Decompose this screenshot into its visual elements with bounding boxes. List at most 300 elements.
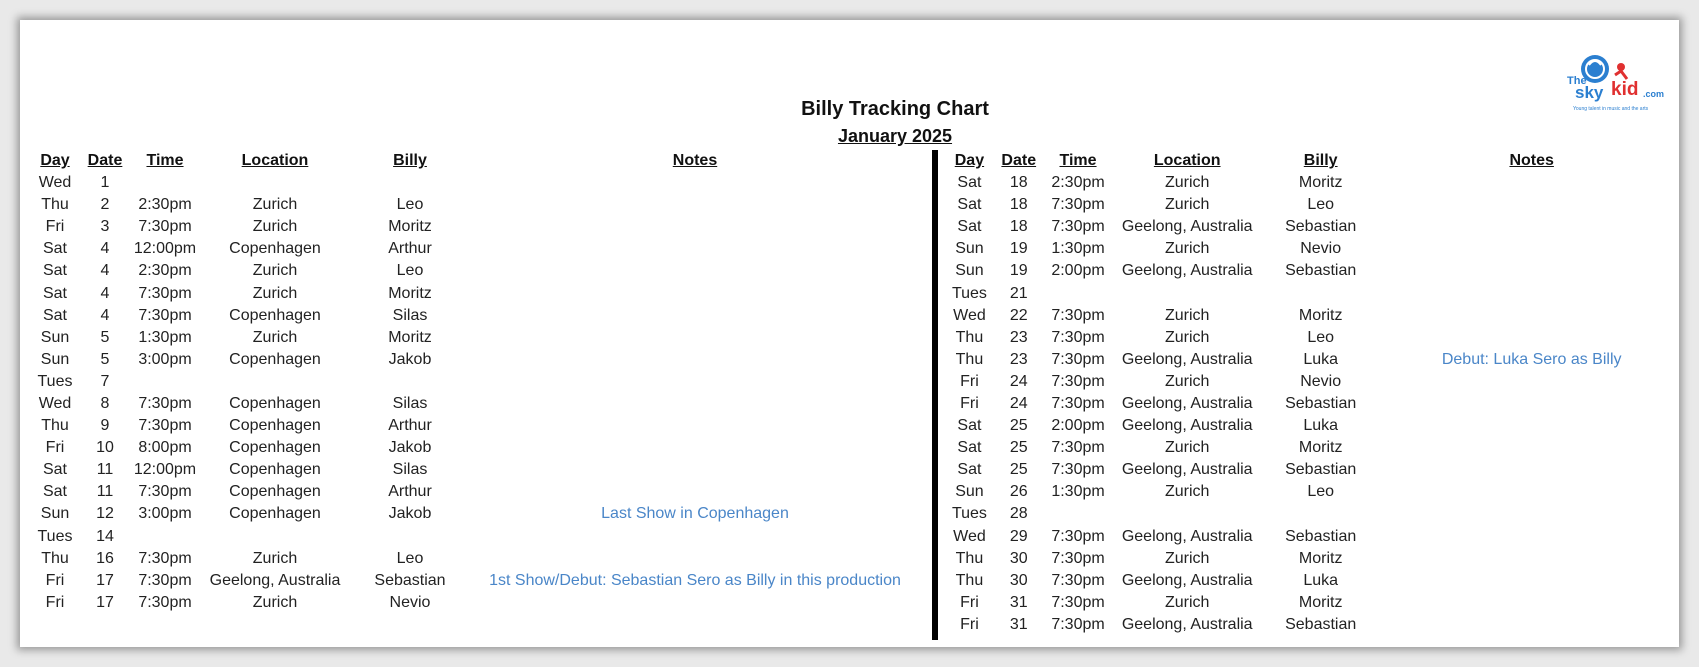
cell-notes xyxy=(1384,238,1679,260)
table-row xyxy=(940,282,1679,304)
cell-day: Sat xyxy=(42,461,67,479)
cell-billy: Leo xyxy=(396,196,424,214)
cell-date: 24 xyxy=(1009,372,1028,390)
cell-notes xyxy=(1384,260,1679,282)
cell-day: Sat xyxy=(957,461,982,479)
cell-day: Sun xyxy=(40,505,70,523)
cell-time: 7:30pm xyxy=(1051,615,1105,633)
cell-date: 30 xyxy=(1009,571,1028,589)
cell-time: 2:30pm xyxy=(138,262,192,280)
cell-billy: Silas xyxy=(392,394,428,412)
cell-notes xyxy=(470,305,920,327)
cell-notes xyxy=(1384,481,1679,503)
cell-location: Geelong, Australia xyxy=(1121,527,1253,545)
cell-day: Tues xyxy=(951,505,987,523)
cell-time xyxy=(130,526,200,548)
header-day: Day xyxy=(40,152,70,169)
cell-date: 12 xyxy=(96,505,114,523)
cell-date: 18 xyxy=(1009,196,1028,214)
chart-title: Billy Tracking Chart xyxy=(801,98,989,120)
table-row xyxy=(940,216,1679,238)
cell-billy: Leo xyxy=(396,549,424,567)
cell-date: 4 xyxy=(100,284,110,302)
cell-notes xyxy=(470,481,920,503)
cell-notes xyxy=(1384,305,1679,327)
cell-notes xyxy=(1384,327,1679,349)
cell-day: Tues xyxy=(951,284,987,302)
cell-notes xyxy=(470,172,920,194)
cell-date: 25 xyxy=(1009,439,1028,457)
cell-billy: Jakob xyxy=(388,505,432,523)
table-row xyxy=(30,349,920,371)
table-row xyxy=(30,172,920,194)
cell-notes xyxy=(470,216,920,238)
column-divider xyxy=(932,150,938,640)
spreadsheet-page xyxy=(20,20,1679,647)
cell-notes xyxy=(1384,592,1679,614)
cell-time: 7:30pm xyxy=(1051,350,1105,368)
cell-notes xyxy=(470,592,920,614)
cell-date: 22 xyxy=(1009,306,1028,324)
cell-day: Sat xyxy=(957,196,982,214)
cell-date: 23 xyxy=(1009,328,1028,346)
cell-billy: Arthur xyxy=(388,417,432,435)
cell-day: Thu xyxy=(41,196,69,214)
table-row xyxy=(940,503,1679,525)
cell-notes xyxy=(1384,282,1679,304)
cell-billy: Luka xyxy=(1303,571,1339,589)
cell-billy: Sebastian xyxy=(1285,527,1357,545)
cell-time xyxy=(130,371,200,393)
cell-location: Copenhagen xyxy=(229,240,321,258)
cell-date: 18 xyxy=(1009,174,1028,192)
cell-time: 7:30pm xyxy=(1051,372,1105,390)
header-time: Time xyxy=(146,152,184,169)
cell-day: Sun xyxy=(40,328,70,346)
table-row xyxy=(30,194,920,216)
cell-notes xyxy=(470,260,920,282)
cell-billy xyxy=(350,526,470,548)
cell-location: Copenhagen xyxy=(229,439,321,457)
right-header-row xyxy=(940,150,1679,172)
logo-kid-text: kid xyxy=(1611,79,1639,100)
cell-location: Zurich xyxy=(252,549,298,567)
table-row xyxy=(30,592,920,614)
cell-date: 28 xyxy=(1009,505,1028,523)
table-row xyxy=(940,260,1679,282)
header-time: Time xyxy=(1059,152,1097,169)
cell-date: 21 xyxy=(1009,284,1028,302)
table-row xyxy=(940,415,1679,437)
header-billy: Billy xyxy=(393,152,427,169)
cell-notes xyxy=(470,526,920,548)
cell-date: 4 xyxy=(100,306,110,324)
cell-notes xyxy=(470,415,920,437)
cell-date: 17 xyxy=(96,571,114,589)
table-row xyxy=(940,194,1679,216)
cell-time: 7:30pm xyxy=(138,549,192,567)
table-row xyxy=(940,238,1679,260)
cell-time xyxy=(1039,282,1118,304)
cell-day: Sat xyxy=(957,439,982,457)
cell-time: 7:30pm xyxy=(138,284,192,302)
cell-location: Zurich xyxy=(1164,593,1210,611)
table-row xyxy=(30,481,920,503)
cell-billy xyxy=(350,371,470,393)
cell-day: Wed xyxy=(953,527,986,545)
cell-date: 5 xyxy=(100,328,110,346)
cell-notes xyxy=(470,437,920,459)
cell-billy: Moritz xyxy=(388,328,432,346)
cell-billy xyxy=(1257,282,1384,304)
cell-day: Thu xyxy=(41,417,69,435)
cell-time xyxy=(1039,503,1118,525)
cell-day: Fri xyxy=(45,571,65,589)
cell-location: Copenhagen xyxy=(229,394,321,412)
cell-date: 8 xyxy=(100,394,110,412)
table-row xyxy=(30,305,920,327)
left-schedule-table xyxy=(30,150,920,614)
cell-billy: Leo xyxy=(1307,483,1335,501)
cell-location: Geelong, Australia xyxy=(1121,218,1253,236)
logo-the-text: The xyxy=(1567,75,1587,87)
cell-date: 25 xyxy=(1009,461,1028,479)
cell-location: Geelong, Australia xyxy=(209,571,341,589)
header-day: Day xyxy=(954,152,985,169)
cell-billy: Sebastian xyxy=(1285,218,1357,236)
cell-day: Sat xyxy=(957,174,982,192)
cell-time: 12:00pm xyxy=(133,240,197,258)
cell-time: 7:30pm xyxy=(138,417,192,435)
cell-location: Geelong, Australia xyxy=(1121,571,1253,589)
cell-location: Copenhagen xyxy=(229,461,321,479)
cell-notes xyxy=(1384,371,1679,393)
cell-time: 7:30pm xyxy=(1051,306,1105,324)
table-row xyxy=(940,172,1679,194)
cell-notes xyxy=(470,371,920,393)
cell-time: 1:30pm xyxy=(1051,240,1105,258)
cell-location: Zurich xyxy=(252,328,298,346)
cell-date: 26 xyxy=(1009,483,1028,501)
cell-day: Thu xyxy=(955,350,984,368)
cell-date: 14 xyxy=(96,527,114,545)
cell-location: Zurich xyxy=(1164,240,1210,258)
table-row xyxy=(30,216,920,238)
cell-location: Geelong, Australia xyxy=(1121,350,1253,368)
cell-time: 2:00pm xyxy=(1051,417,1105,435)
cell-location: Copenhagen xyxy=(229,417,321,435)
cell-date: 4 xyxy=(100,240,110,258)
cell-day: Sun xyxy=(40,350,70,368)
cell-date: 31 xyxy=(1009,593,1028,611)
cell-notes: Last Show in Copenhagen xyxy=(601,505,789,523)
cell-location xyxy=(200,371,350,393)
cell-notes xyxy=(1384,570,1679,592)
cell-day: Wed xyxy=(38,174,72,192)
cell-date: 11 xyxy=(96,461,114,479)
cell-date: 10 xyxy=(96,439,114,457)
table-row xyxy=(940,349,1679,371)
cell-notes xyxy=(470,194,920,216)
cell-location: Geelong, Australia xyxy=(1121,615,1253,633)
cell-date: 29 xyxy=(1009,527,1028,545)
cell-time: 2:00pm xyxy=(1051,262,1105,280)
cell-time: 1:30pm xyxy=(1051,483,1105,501)
cell-notes xyxy=(1384,614,1679,636)
right-schedule-table xyxy=(940,150,1679,636)
cell-time: 3:00pm xyxy=(138,505,192,523)
header-notes: Notes xyxy=(1509,152,1554,169)
cell-location xyxy=(1117,503,1257,525)
cell-location xyxy=(200,526,350,548)
cell-date: 2 xyxy=(100,196,110,214)
cell-notes xyxy=(1384,526,1679,548)
table-row xyxy=(30,371,920,393)
cell-day: Fri xyxy=(960,615,979,633)
cell-billy: Moritz xyxy=(1298,549,1343,567)
cell-day: Thu xyxy=(955,549,984,567)
cell-location: Zurich xyxy=(1164,483,1210,501)
cell-date: 31 xyxy=(1009,615,1028,633)
cell-notes xyxy=(1384,194,1679,216)
cell-billy: Arthur xyxy=(388,240,432,258)
cell-day: Sun xyxy=(955,483,984,501)
cell-day: Tues xyxy=(37,527,73,545)
cell-notes xyxy=(470,548,920,570)
cell-time xyxy=(130,172,200,194)
header-billy: Billy xyxy=(1303,152,1338,169)
table-row xyxy=(30,415,920,437)
cell-billy: Arthur xyxy=(388,483,432,501)
cell-billy: Leo xyxy=(1307,196,1335,214)
left-header-row xyxy=(30,150,920,172)
cell-day: Sat xyxy=(42,240,67,258)
cell-location: Zurich xyxy=(252,262,298,280)
table-row xyxy=(940,327,1679,349)
cell-location: Zurich xyxy=(1164,439,1210,457)
cell-location: Zurich xyxy=(252,284,298,302)
cell-day: Fri xyxy=(960,593,979,611)
cell-billy: Nevio xyxy=(389,593,431,611)
cell-time: 7:30pm xyxy=(1051,461,1105,479)
cell-time: 7:30pm xyxy=(138,483,192,501)
cell-day: Sat xyxy=(42,483,67,501)
cell-billy: Sebastian xyxy=(1285,461,1357,479)
cell-notes xyxy=(470,349,920,371)
cell-time: 7:30pm xyxy=(138,218,192,236)
cell-day: Sat xyxy=(42,284,67,302)
table-row xyxy=(940,393,1679,415)
cell-billy: Nevio xyxy=(1300,372,1342,390)
cell-billy: Jakob xyxy=(388,439,432,457)
table-row xyxy=(30,459,920,481)
header-date: Date xyxy=(1001,152,1037,169)
cell-time: 7:30pm xyxy=(1051,328,1105,346)
table-row xyxy=(30,526,920,548)
cell-time: 7:30pm xyxy=(1051,218,1105,236)
cell-notes xyxy=(470,282,920,304)
cell-date: 9 xyxy=(100,417,110,435)
table-row xyxy=(30,282,920,304)
cell-time: 7:30pm xyxy=(1051,196,1105,214)
cell-date: 7 xyxy=(100,372,110,390)
cell-time: 12:00pm xyxy=(133,461,197,479)
cell-billy: Sebastian xyxy=(1285,394,1357,412)
cell-day: Thu xyxy=(955,571,984,589)
table-row xyxy=(30,327,920,349)
cell-time: 1:30pm xyxy=(138,328,192,346)
header-date: Date xyxy=(87,152,123,169)
cell-notes xyxy=(470,327,920,349)
cell-date: 25 xyxy=(1009,417,1028,435)
cell-billy: Moritz xyxy=(1298,593,1343,611)
table-row xyxy=(940,548,1679,570)
cell-date: 24 xyxy=(1009,394,1028,412)
cell-notes xyxy=(1384,172,1679,194)
cell-location: Geelong, Australia xyxy=(1121,262,1253,280)
cell-day: Fri xyxy=(45,593,65,611)
cell-date: 18 xyxy=(1009,218,1028,236)
cell-billy xyxy=(1257,503,1384,525)
cell-billy xyxy=(350,172,470,194)
table-row xyxy=(940,481,1679,503)
cell-time: 7:30pm xyxy=(1051,593,1105,611)
cell-time: 7:30pm xyxy=(1051,394,1105,412)
cell-billy: Leo xyxy=(396,262,424,280)
table-row xyxy=(30,548,920,570)
cell-location: Zurich xyxy=(1164,306,1210,324)
cell-billy: Moritz xyxy=(388,218,432,236)
cell-time: 7:30pm xyxy=(1051,549,1105,567)
table-row xyxy=(30,393,920,415)
cell-location: Geelong, Australia xyxy=(1121,394,1253,412)
cell-day: Fri xyxy=(45,439,65,457)
header-notes: Notes xyxy=(672,152,718,169)
cell-time: 7:30pm xyxy=(1051,439,1105,457)
cell-billy: Sebastian xyxy=(1285,615,1357,633)
cell-location: Zurich xyxy=(1164,549,1210,567)
table-row xyxy=(30,260,920,282)
cell-day: Sat xyxy=(42,262,67,280)
table-row xyxy=(940,614,1679,636)
cell-time: 7:30pm xyxy=(138,593,192,611)
cell-location xyxy=(1117,282,1257,304)
cell-day: Thu xyxy=(955,328,984,346)
cell-notes: Debut: Luka Sero as Billy xyxy=(1441,350,1622,368)
cell-day: Wed xyxy=(953,306,986,324)
cell-notes xyxy=(1384,216,1679,238)
table-row xyxy=(940,570,1679,592)
cell-notes xyxy=(1384,415,1679,437)
cell-location: Copenhagen xyxy=(229,350,321,368)
logo-tagline-text: Young talent in music and the arts xyxy=(1573,106,1649,112)
cell-billy: Nevio xyxy=(1300,240,1342,258)
cell-date: 11 xyxy=(96,483,114,501)
cell-time: 3:00pm xyxy=(138,350,192,368)
cell-time: 7:30pm xyxy=(138,571,192,589)
table-row xyxy=(30,238,920,260)
cell-billy: Luka xyxy=(1303,417,1339,435)
chart-subtitle: January 2025 xyxy=(837,126,953,146)
cell-notes xyxy=(470,459,920,481)
cell-location: Geelong, Australia xyxy=(1121,461,1253,479)
cell-date: 1 xyxy=(100,174,110,192)
table-row xyxy=(940,592,1679,614)
table-row xyxy=(940,459,1679,481)
cell-billy: Sebastian xyxy=(374,571,446,589)
cell-day: Sun xyxy=(955,240,984,258)
cell-location xyxy=(200,172,350,194)
cell-day: Sun xyxy=(955,262,984,280)
cell-billy: Jakob xyxy=(388,350,432,368)
cell-location: Zurich xyxy=(1164,174,1210,192)
logo-sky-text: sky xyxy=(1575,83,1604,102)
cell-date: 19 xyxy=(1009,262,1028,280)
cell-billy: Moritz xyxy=(1298,306,1343,324)
cell-location: Geelong, Australia xyxy=(1121,417,1253,435)
cell-date: 5 xyxy=(100,350,110,368)
cell-billy: Moritz xyxy=(388,284,432,302)
cell-day: Fri xyxy=(45,218,65,236)
cell-location: Copenhagen xyxy=(229,505,321,523)
cell-day: Sat xyxy=(957,417,982,435)
cell-date: 3 xyxy=(100,218,110,236)
logo-com-text: .com xyxy=(1643,89,1665,99)
cell-date: 23 xyxy=(1009,350,1028,368)
cell-location: Zurich xyxy=(252,196,298,214)
cell-billy: Moritz xyxy=(1298,439,1343,457)
cell-billy: Silas xyxy=(392,461,428,479)
cell-date: 17 xyxy=(96,593,114,611)
cell-day: Fri xyxy=(960,394,979,412)
cell-notes xyxy=(470,238,920,260)
cell-time: 2:30pm xyxy=(1051,174,1105,192)
cell-billy: Leo xyxy=(1307,328,1335,346)
table-row xyxy=(30,503,920,525)
cell-location: Zurich xyxy=(1164,328,1210,346)
table-row xyxy=(30,437,920,459)
cell-billy: Luka xyxy=(1303,350,1339,368)
cell-location: Copenhagen xyxy=(229,483,321,501)
cell-notes xyxy=(1384,548,1679,570)
cell-date: 16 xyxy=(96,549,114,567)
table-row xyxy=(940,437,1679,459)
cell-day: Tues xyxy=(37,372,73,390)
cell-time: 8:00pm xyxy=(138,439,192,457)
cell-notes xyxy=(1384,393,1679,415)
table-row xyxy=(940,305,1679,327)
cell-notes xyxy=(1384,437,1679,459)
cell-location: Zurich xyxy=(252,218,298,236)
cell-notes xyxy=(1384,503,1679,525)
cell-time: 2:30pm xyxy=(138,196,192,214)
cell-date: 4 xyxy=(100,262,110,280)
header-location: Location xyxy=(1153,152,1221,169)
cell-location: Zurich xyxy=(1164,196,1210,214)
cell-day: Wed xyxy=(38,394,72,412)
cell-billy: Sebastian xyxy=(1285,262,1357,280)
cell-day: Sat xyxy=(42,306,67,324)
cell-day: Thu xyxy=(41,549,69,567)
cell-time: 7:30pm xyxy=(138,394,192,412)
cell-billy: Silas xyxy=(392,306,428,324)
cell-billy: Moritz xyxy=(1298,174,1343,192)
header-location: Location xyxy=(241,152,309,169)
cell-notes xyxy=(470,393,920,415)
cell-date: 30 xyxy=(1009,549,1028,567)
table-row xyxy=(940,526,1679,548)
cell-notes: 1st Show/Debut: Sebastian Sero as Billy in this production xyxy=(489,571,901,589)
